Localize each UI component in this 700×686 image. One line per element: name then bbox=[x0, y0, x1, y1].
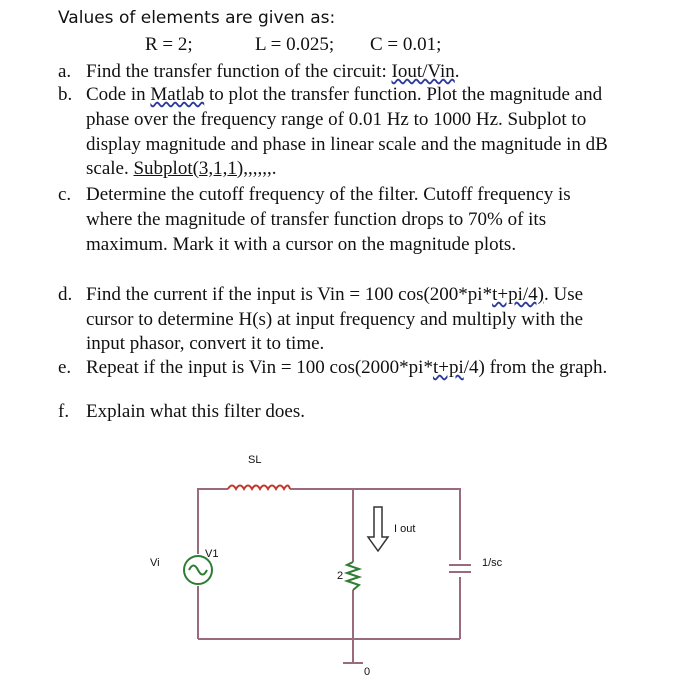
part-b-line-4: scale. Subplot(3,1,1),,,,,,. bbox=[86, 158, 277, 179]
part-b-marker: b. bbox=[58, 84, 73, 105]
part-f-line-1: Explain what this filter does. bbox=[86, 401, 305, 422]
l-value: L = 0.025; bbox=[255, 34, 335, 55]
capacitor-label: 1/sc bbox=[482, 557, 503, 569]
source-name-label: V1 bbox=[205, 548, 219, 560]
resistor-value-label: 2 bbox=[337, 570, 344, 582]
part-a-marker: a. bbox=[58, 61, 72, 82]
part-d-marker: d. bbox=[58, 284, 73, 305]
part-c-line-2: where the magnitude of transfer function drops to 70% of its bbox=[86, 209, 547, 230]
part-a-line-1: Find the transfer function of the circuit: Iout/Vin. bbox=[86, 61, 460, 82]
part-c-marker: c. bbox=[58, 184, 72, 205]
part-e-marker: e. bbox=[58, 357, 72, 378]
part-c-line-1: Determine the cutoff frequency of the filter. Cutoff frequency is bbox=[86, 184, 571, 205]
r-value: R = 2; bbox=[145, 34, 193, 55]
part-b-line-2: phase over the frequency range of 0.01 Hz to 1000 Hz. Subplot to bbox=[86, 109, 587, 130]
ground-label: 0 bbox=[364, 666, 371, 678]
current-arrow-icon bbox=[368, 507, 388, 551]
current-label: I out bbox=[394, 523, 416, 535]
part-f-marker: f. bbox=[58, 401, 70, 422]
source-label: Vi bbox=[150, 557, 160, 569]
c-value: C = 0.01; bbox=[370, 34, 442, 55]
part-d-line-1: Find the current if the input is Vin = 100 cos(200*pi*t+pi/4). Use bbox=[86, 284, 584, 305]
part-b-line-1: Code in Matlab to plot the transfer function. Plot the magnitude and bbox=[86, 84, 603, 105]
ac-source-icon bbox=[184, 556, 212, 584]
inductor-icon bbox=[228, 486, 290, 490]
resistor-icon bbox=[347, 562, 359, 590]
circuit-wires bbox=[198, 489, 471, 663]
part-d-line-2: cursor to determine H(s) at input frequency and multiply with the bbox=[86, 309, 584, 330]
part-c-line-3: maximum. Mark it with a cursor on the magnitude plots. bbox=[86, 234, 517, 255]
part-d-line-3: input phasor, convert it to time. bbox=[86, 333, 325, 354]
part-b-line-3: display magnitude and phase in linear scale and the magnitude in dB bbox=[86, 134, 608, 155]
inductor-label: SL bbox=[248, 454, 262, 466]
intro-text: Values of elements are given as: bbox=[58, 8, 336, 28]
part-e-line-1: Repeat if the input is Vin = 100 cos(2000*pi*t+pi/4) from the graph. bbox=[86, 357, 608, 378]
